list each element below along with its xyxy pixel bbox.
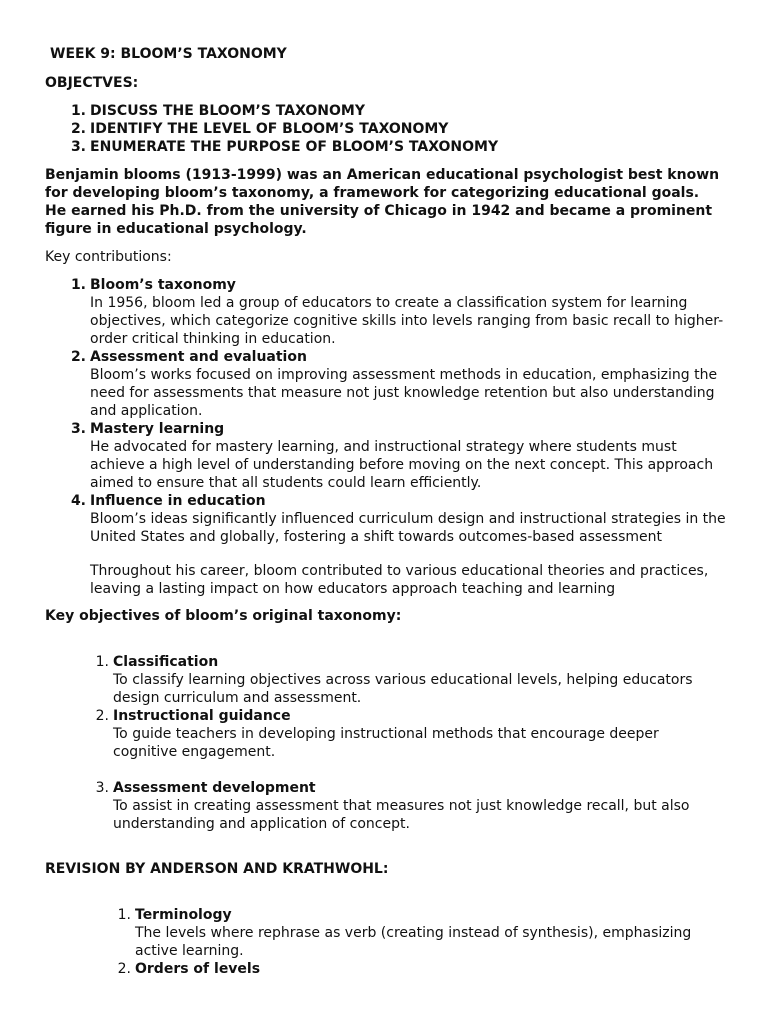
list-item: [70, 348, 726, 420]
list-number: 3.: [95, 780, 109, 796]
item-body: He advocated for mastery learning, and instructional strategy where students must achieve a high level of understanding before moving on the next concept. This approach aimed to ensure that all students could learn efficiently.: [90, 439, 714, 491]
list-number: 1.: [95, 654, 109, 670]
objective-text: ENUMERATE THE PURPOSE OF BLOOM’S TAXONOMY: [90, 139, 499, 155]
item-body: Bloom’s ideas significantly influenced curriculum design and instructional strategies in the United States and globally, fostering a shift towards outcomes-based assessment: [90, 511, 726, 545]
list-item: [70, 120, 730, 138]
item-title: Terminology: [135, 907, 232, 923]
list-number: 2.: [117, 961, 131, 977]
list-item: [70, 492, 726, 546]
item-title: Influence in education: [90, 493, 266, 509]
document-title: WEEK 9: BLOOM’S TAXONOMY: [50, 46, 287, 62]
item-body: To assist in creating assessment that measures not just knowledge recall, but also understanding and application of concept.: [113, 798, 690, 832]
list-number: 2.: [70, 349, 86, 365]
list-number: 1.: [70, 277, 86, 293]
list-number: 3.: [70, 139, 86, 155]
item-body: Bloom’s works focused on improving assessment methods in education, emphasizing the need for assessments that measure not just knowledge retention but also understanding and application.: [90, 367, 718, 419]
list-number: 1.: [117, 907, 131, 923]
list-item: [70, 138, 730, 156]
item-title: Orders of levels: [135, 961, 261, 977]
list-item: [117, 960, 735, 978]
list-item: [95, 707, 725, 761]
item-title: Assessment and evaluation: [90, 349, 307, 365]
key-contributions-heading: Key contributions:: [45, 249, 172, 265]
key-contributions-list: [70, 276, 726, 546]
item-body: To classify learning objectives across various educational levels, helping educators design curriculum and assessment.: [113, 672, 693, 706]
list-item: [117, 906, 735, 960]
item-title: Bloom’s taxonomy: [90, 277, 236, 293]
list-item: [95, 653, 725, 707]
list-number: 3.: [70, 421, 86, 437]
objective-text: DISCUSS THE BLOOM’S TAXONOMY: [90, 103, 365, 119]
list-number: 2.: [95, 708, 109, 724]
item-title: Instructional guidance: [113, 708, 291, 724]
objective-text: IDENTIFY THE LEVEL OF BLOOM’S TAXONOMY: [90, 121, 449, 137]
intro-paragraph: Benjamin blooms (1913-1999) was an American educational psychologist best known for developing bloom’s taxonomy, a framework for categorizing educational goals. He earned his Ph.D. from the university of Chicago in 1942 and became a prominent figure in educational psychology.: [45, 167, 720, 237]
original-taxonomy-list: [95, 653, 725, 833]
revision-list: [117, 906, 735, 978]
item-body: The levels where rephrase as verb (creating instead of synthesis), emphasizing active learning.: [135, 925, 692, 959]
list-number: 4.: [70, 493, 86, 509]
item-body: To guide teachers in developing instructional methods that encourage deeper cognitive engagement.: [113, 726, 659, 760]
item-body: In 1956, bloom led a group of educators to create a classification system for learning objectives, which categorize cognitive skills into levels ranging from basic recall to higher-order critical thinking in education.: [90, 295, 724, 347]
list-number: 2.: [70, 121, 86, 137]
item-title: Assessment development: [113, 780, 316, 796]
list-number: 1.: [70, 103, 86, 119]
list-item: [70, 102, 730, 120]
list-item: [95, 779, 725, 833]
contributions-closing-paragraph: Throughout his career, bloom contributed to various educational theories and practices, leaving a lasting impact on how educators approach teaching and learning: [90, 563, 709, 597]
item-title: Classification: [113, 654, 219, 670]
item-title: Mastery learning: [90, 421, 225, 437]
list-item: [70, 276, 726, 348]
original-taxonomy-heading: Key objectives of bloom’s original taxonomy:: [45, 608, 402, 624]
objectives-heading: OBJECTVES:: [45, 75, 139, 91]
revision-heading: REVISION BY ANDERSON AND KRATHWOHL:: [45, 861, 389, 877]
list-item: [70, 420, 726, 492]
objectives-list: [70, 102, 730, 156]
